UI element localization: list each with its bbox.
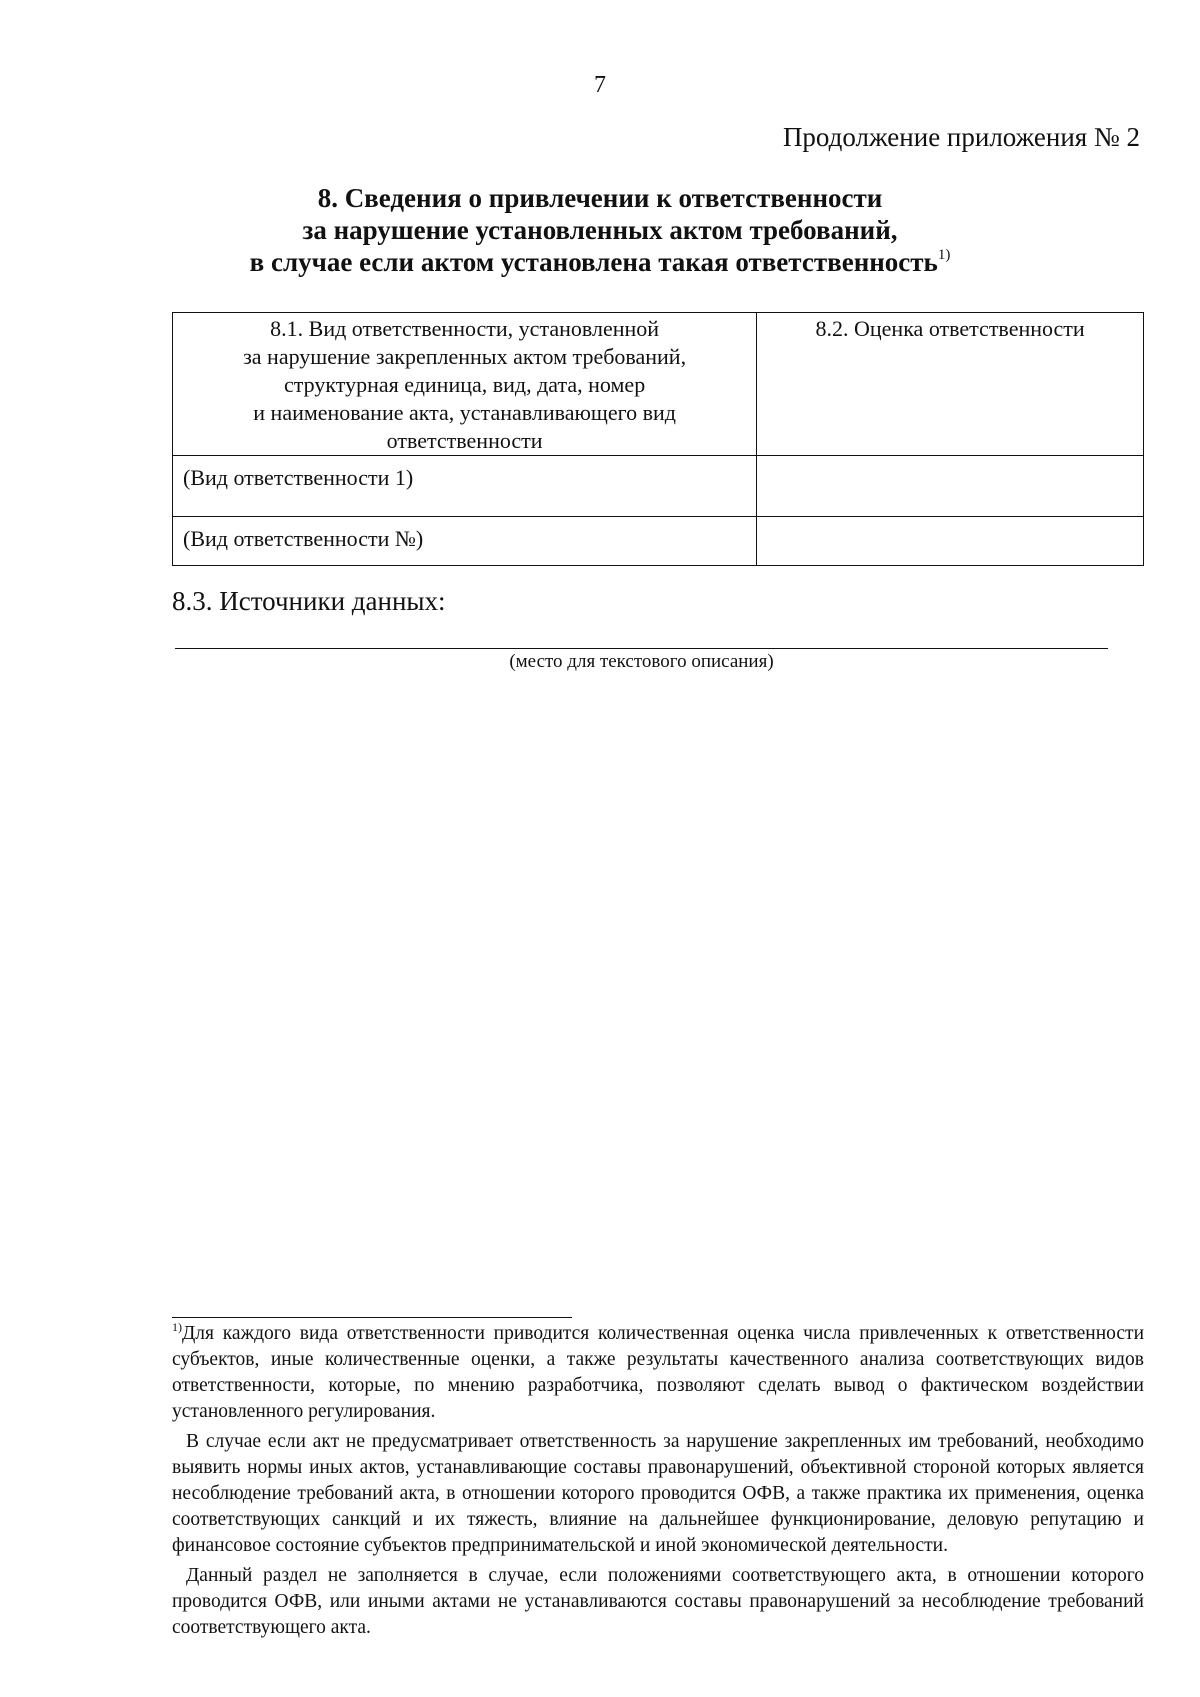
section-title-line-3-text: в случае если актом установлена такая ответственность: [249, 247, 938, 277]
table-header-row: [173, 313, 1144, 456]
sources-label: 8.3. Источники данных:: [172, 586, 446, 616]
table-row: [173, 517, 1144, 566]
appendix-label: Продолжение приложения № 2: [782, 122, 1140, 152]
section-title-line-2: за нарушение установленных актом требований,: [302, 215, 898, 245]
footnote-paragraph-2: В случае если акт не предусматривает ответственность за нарушение закрепленных им требований, необходимо выявить нормы иных актов, устанавливающие составы правонарушений, объективной стороной которых является несоблюдение требований акта, в отношении которого проводится ОФВ, а также практика их применения, оценка соответствующих санкций и их тяжесть, влияние на дальнейшее функционирование, деловую репутацию и финансовое состояние субъектов предпринимательской и иной экономической деятельности.: [172, 1431, 1144, 1556]
table-cell-assessment: [757, 517, 1144, 566]
header-line: структурная единица, вид, дата, номер: [284, 372, 646, 397]
header-cell-responsibility-type: [173, 313, 757, 456]
footnote-paragraph-3: Данный раздел не заполняется в случае, если положениями соответствующего акта, в отношении которого проводится ОФВ, или иными актами не устанавливаются составы правонарушений за несоблюдение требований соответствующего акта.: [172, 1565, 1144, 1638]
sources-input-line: [175, 648, 1108, 649]
footnotes: [172, 1321, 1144, 1645]
header-line: за нарушение закрепленных актом требований,: [243, 344, 687, 369]
section-title-line-1: 8. Сведения о привлечении к ответственности: [317, 183, 883, 213]
header-line: ответственности: [386, 428, 543, 453]
table-cell-responsibility-type: (Вид ответственности №): [173, 517, 757, 566]
header-line: и наименование акта, устанавливающего вид: [253, 400, 676, 425]
header-cell-responsibility-assessment: 8.2. Оценка ответственности: [757, 313, 1144, 456]
section-title: [0, 182, 1200, 278]
footnote-mark: 1): [172, 1320, 182, 1334]
footnote-text: Для каждого вида ответственности приводится количественная оценка числа привлеченных к ответственности субъектов, иные количественные оценки, а также результаты качественного анализа соответствующих видов ответственности, которые, по мнению разработчика, позволяют сделать вывод о фактическом воздействии установленного регулирования.: [172, 1323, 1144, 1422]
page-number: 7: [594, 72, 606, 98]
sources-hint: (место для текстового описания): [509, 651, 774, 672]
footnote-paragraph-1: [172, 1321, 1144, 1425]
table-cell-assessment: [757, 456, 1144, 517]
table-cell-responsibility-type: (Вид ответственности 1): [173, 456, 757, 517]
footnote-divider: [172, 1317, 572, 1318]
footnote-reference: 1): [937, 247, 951, 263]
header-line: 8.1. Вид ответственности, установленной: [270, 316, 660, 341]
responsibility-table: [172, 312, 1144, 566]
section-title-line-3: [0, 246, 1200, 278]
table-row: [173, 456, 1144, 517]
